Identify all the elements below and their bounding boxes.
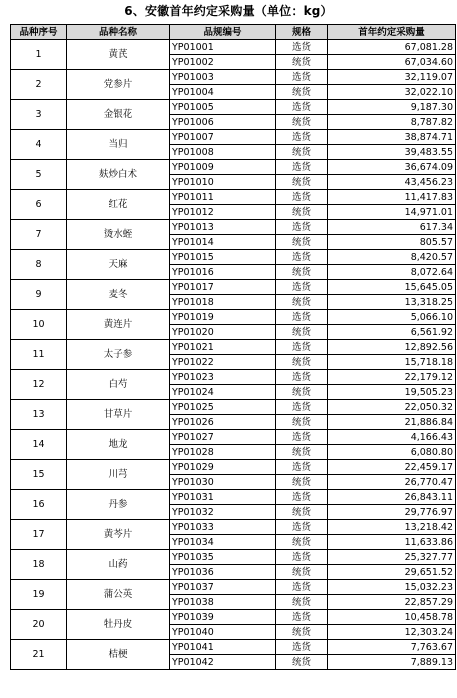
first-year-quantity: 12,892.56 xyxy=(328,340,456,355)
spec-code: YP01009 xyxy=(170,160,276,175)
spec-grade: 统货 xyxy=(276,475,328,490)
spec-grade: 选货 xyxy=(276,580,328,595)
first-year-quantity: 8,072.64 xyxy=(328,265,456,280)
table-row xyxy=(11,640,456,655)
spec-code: YP01011 xyxy=(170,190,276,205)
variety-name: 甘草片 xyxy=(67,400,170,430)
variety-name: 金银花 xyxy=(67,100,170,130)
variety-index: 8 xyxy=(11,250,67,280)
first-year-quantity: 22,050.32 xyxy=(328,400,456,415)
variety-index: 21 xyxy=(11,640,67,670)
variety-index: 2 xyxy=(11,70,67,100)
spec-grade: 选货 xyxy=(276,640,328,655)
first-year-quantity: 15,718.18 xyxy=(328,355,456,370)
spec-code: YP01005 xyxy=(170,100,276,115)
first-year-quantity: 14,971.01 xyxy=(328,205,456,220)
header-code: 品规编号 xyxy=(170,25,276,40)
table-row xyxy=(11,160,456,175)
spec-code: YP01012 xyxy=(170,205,276,220)
variety-index: 20 xyxy=(11,610,67,640)
spec-grade: 统货 xyxy=(276,625,328,640)
spec-grade: 选货 xyxy=(276,160,328,175)
first-year-quantity: 10,458.78 xyxy=(328,610,456,625)
spec-code: YP01019 xyxy=(170,310,276,325)
variety-index: 12 xyxy=(11,370,67,400)
first-year-quantity: 29,651.52 xyxy=(328,565,456,580)
spec-grade: 选货 xyxy=(276,100,328,115)
spec-grade: 选货 xyxy=(276,40,328,55)
spec-grade: 选货 xyxy=(276,190,328,205)
variety-index: 13 xyxy=(11,400,67,430)
header-qty: 首年约定采购量 xyxy=(328,25,456,40)
table-row xyxy=(11,400,456,415)
spec-grade: 统货 xyxy=(276,595,328,610)
spec-code: YP01001 xyxy=(170,40,276,55)
spec-grade: 选货 xyxy=(276,610,328,625)
spec-code: YP01008 xyxy=(170,145,276,160)
spec-grade: 统货 xyxy=(276,535,328,550)
spec-grade: 统货 xyxy=(276,55,328,70)
first-year-quantity: 8,420.57 xyxy=(328,250,456,265)
variety-name: 山药 xyxy=(67,550,170,580)
variety-index: 15 xyxy=(11,460,67,490)
spec-code: YP01003 xyxy=(170,70,276,85)
header-name: 品种名称 xyxy=(67,25,170,40)
first-year-quantity: 43,456.23 xyxy=(328,175,456,190)
spec-code: YP01016 xyxy=(170,265,276,280)
variety-name: 桔梗 xyxy=(67,640,170,670)
first-year-quantity: 25,327.77 xyxy=(328,550,456,565)
spec-grade: 选货 xyxy=(276,400,328,415)
spec-code: YP01007 xyxy=(170,130,276,145)
spec-grade: 统货 xyxy=(276,385,328,400)
variety-name: 麸炒白术 xyxy=(67,160,170,190)
spec-grade: 统货 xyxy=(276,445,328,460)
variety-index: 19 xyxy=(11,580,67,610)
spec-grade: 选货 xyxy=(276,130,328,145)
table-row xyxy=(11,40,456,55)
spec-code: YP01024 xyxy=(170,385,276,400)
spec-code: YP01030 xyxy=(170,475,276,490)
spec-code: YP01036 xyxy=(170,565,276,580)
spec-code: YP01015 xyxy=(170,250,276,265)
spec-code: YP01039 xyxy=(170,610,276,625)
table-body xyxy=(11,40,456,670)
spec-code: YP01023 xyxy=(170,370,276,385)
first-year-quantity: 26,770.47 xyxy=(328,475,456,490)
table-row xyxy=(11,460,456,475)
variety-name: 黄连片 xyxy=(67,310,170,340)
spec-code: YP01028 xyxy=(170,445,276,460)
first-year-quantity: 19,505.23 xyxy=(328,385,456,400)
spec-grade: 选货 xyxy=(276,220,328,235)
spec-code: YP01006 xyxy=(170,115,276,130)
variety-name: 丹参 xyxy=(67,490,170,520)
spec-code: YP01038 xyxy=(170,595,276,610)
table-row xyxy=(11,610,456,625)
variety-index: 4 xyxy=(11,130,67,160)
first-year-quantity: 15,645.05 xyxy=(328,280,456,295)
spec-grade: 选货 xyxy=(276,280,328,295)
variety-index: 11 xyxy=(11,340,67,370)
first-year-quantity: 11,417.83 xyxy=(328,190,456,205)
variety-index: 17 xyxy=(11,520,67,550)
header-spec: 规格 xyxy=(276,25,328,40)
variety-index: 16 xyxy=(11,490,67,520)
first-year-quantity: 617.34 xyxy=(328,220,456,235)
variety-name: 地龙 xyxy=(67,430,170,460)
spec-grade: 统货 xyxy=(276,565,328,580)
spec-code: YP01033 xyxy=(170,520,276,535)
variety-index: 3 xyxy=(11,100,67,130)
variety-index: 1 xyxy=(11,40,67,70)
variety-index: 18 xyxy=(11,550,67,580)
table-row xyxy=(11,220,456,235)
first-year-quantity: 22,857.29 xyxy=(328,595,456,610)
variety-index: 10 xyxy=(11,310,67,340)
spec-grade: 统货 xyxy=(276,85,328,100)
table-row xyxy=(11,250,456,265)
spec-grade: 选货 xyxy=(276,370,328,385)
spec-code: YP01002 xyxy=(170,55,276,70)
table-row xyxy=(11,70,456,85)
spec-grade: 选货 xyxy=(276,460,328,475)
spec-grade: 统货 xyxy=(276,295,328,310)
spec-code: YP01037 xyxy=(170,580,276,595)
variety-index: 14 xyxy=(11,430,67,460)
spec-code: YP01022 xyxy=(170,355,276,370)
first-year-quantity: 9,187.30 xyxy=(328,100,456,115)
first-year-quantity: 67,034.60 xyxy=(328,55,456,70)
spec-code: YP01029 xyxy=(170,460,276,475)
first-year-quantity: 15,032.23 xyxy=(328,580,456,595)
table-row xyxy=(11,370,456,385)
variety-name: 当归 xyxy=(67,130,170,160)
table-row xyxy=(11,280,456,295)
spec-grade: 选货 xyxy=(276,430,328,445)
first-year-quantity: 805.57 xyxy=(328,235,456,250)
spec-grade: 选货 xyxy=(276,490,328,505)
spec-grade: 统货 xyxy=(276,655,328,670)
table-row xyxy=(11,430,456,445)
first-year-quantity: 38,874.71 xyxy=(328,130,456,145)
spec-code: YP01040 xyxy=(170,625,276,640)
spec-code: YP01020 xyxy=(170,325,276,340)
spec-code: YP01031 xyxy=(170,490,276,505)
table-row xyxy=(11,340,456,355)
first-year-quantity: 11,633.86 xyxy=(328,535,456,550)
variety-index: 7 xyxy=(11,220,67,250)
first-year-quantity: 6,080.80 xyxy=(328,445,456,460)
spec-code: YP01010 xyxy=(170,175,276,190)
first-year-quantity: 36,674.09 xyxy=(328,160,456,175)
first-year-quantity: 67,081.28 xyxy=(328,40,456,55)
first-year-quantity: 6,561.92 xyxy=(328,325,456,340)
first-year-quantity: 39,483.55 xyxy=(328,145,456,160)
spec-code: YP01042 xyxy=(170,655,276,670)
table-row xyxy=(11,520,456,535)
spec-code: YP01035 xyxy=(170,550,276,565)
spec-code: YP01034 xyxy=(170,535,276,550)
first-year-quantity: 13,218.42 xyxy=(328,520,456,535)
table-row xyxy=(11,550,456,565)
spec-grade: 统货 xyxy=(276,355,328,370)
spec-grade: 统货 xyxy=(276,145,328,160)
table-row xyxy=(11,100,456,115)
first-year-quantity: 7,889.13 xyxy=(328,655,456,670)
spec-code: YP01025 xyxy=(170,400,276,415)
variety-name: 川芎 xyxy=(67,460,170,490)
table-row xyxy=(11,490,456,505)
first-year-quantity: 26,843.11 xyxy=(328,490,456,505)
variety-name: 黄芩片 xyxy=(67,520,170,550)
first-year-quantity: 13,318.25 xyxy=(328,295,456,310)
first-year-quantity: 12,303.24 xyxy=(328,625,456,640)
spec-grade: 统货 xyxy=(276,325,328,340)
variety-name: 太子参 xyxy=(67,340,170,370)
document-title: 6、安徽首年约定采购量（单位：kg） xyxy=(124,4,333,18)
first-year-quantity: 29,776.97 xyxy=(328,505,456,520)
first-year-quantity: 22,179.12 xyxy=(328,370,456,385)
header-index: 品种序号 xyxy=(11,25,67,40)
variety-name: 黄芪 xyxy=(67,40,170,70)
variety-index: 6 xyxy=(11,190,67,220)
spec-grade: 选货 xyxy=(276,70,328,85)
variety-name: 麦冬 xyxy=(67,280,170,310)
table-row xyxy=(11,580,456,595)
table-row xyxy=(11,130,456,145)
first-year-quantity: 32,119.07 xyxy=(328,70,456,85)
spec-code: YP01041 xyxy=(170,640,276,655)
spec-code: YP01017 xyxy=(170,280,276,295)
spec-code: YP01027 xyxy=(170,430,276,445)
procurement-table xyxy=(10,24,456,670)
first-year-quantity: 22,459.17 xyxy=(328,460,456,475)
spec-grade: 选货 xyxy=(276,550,328,565)
variety-name: 红花 xyxy=(67,190,170,220)
spec-grade: 统货 xyxy=(276,115,328,130)
spec-code: YP01018 xyxy=(170,295,276,310)
spec-grade: 统货 xyxy=(276,175,328,190)
variety-name: 蒲公英 xyxy=(67,580,170,610)
variety-index: 9 xyxy=(11,280,67,310)
table-row xyxy=(11,310,456,325)
variety-name: 白芍 xyxy=(67,370,170,400)
variety-name: 党参片 xyxy=(67,70,170,100)
spec-grade: 统货 xyxy=(276,235,328,250)
spec-code: YP01004 xyxy=(170,85,276,100)
variety-name: 天麻 xyxy=(67,250,170,280)
first-year-quantity: 8,787.82 xyxy=(328,115,456,130)
spec-grade: 统货 xyxy=(276,505,328,520)
spec-grade: 选货 xyxy=(276,520,328,535)
first-year-quantity: 4,166.43 xyxy=(328,430,456,445)
spec-code: YP01026 xyxy=(170,415,276,430)
spec-grade: 统货 xyxy=(276,415,328,430)
variety-index: 5 xyxy=(11,160,67,190)
spec-code: YP01032 xyxy=(170,505,276,520)
spec-grade: 统货 xyxy=(276,205,328,220)
first-year-quantity: 32,022.10 xyxy=(328,85,456,100)
first-year-quantity: 21,886.84 xyxy=(328,415,456,430)
variety-name: 烫水蛭 xyxy=(67,220,170,250)
first-year-quantity: 7,763.67 xyxy=(328,640,456,655)
spec-grade: 选货 xyxy=(276,250,328,265)
spec-code: YP01021 xyxy=(170,340,276,355)
spec-code: YP01014 xyxy=(170,235,276,250)
spec-grade: 选货 xyxy=(276,340,328,355)
first-year-quantity: 5,066.10 xyxy=(328,310,456,325)
variety-name: 牡丹皮 xyxy=(67,610,170,640)
table-row xyxy=(11,190,456,205)
spec-code: YP01013 xyxy=(170,220,276,235)
spec-grade: 统货 xyxy=(276,265,328,280)
table-header-row xyxy=(11,25,456,40)
spec-grade: 选货 xyxy=(276,310,328,325)
